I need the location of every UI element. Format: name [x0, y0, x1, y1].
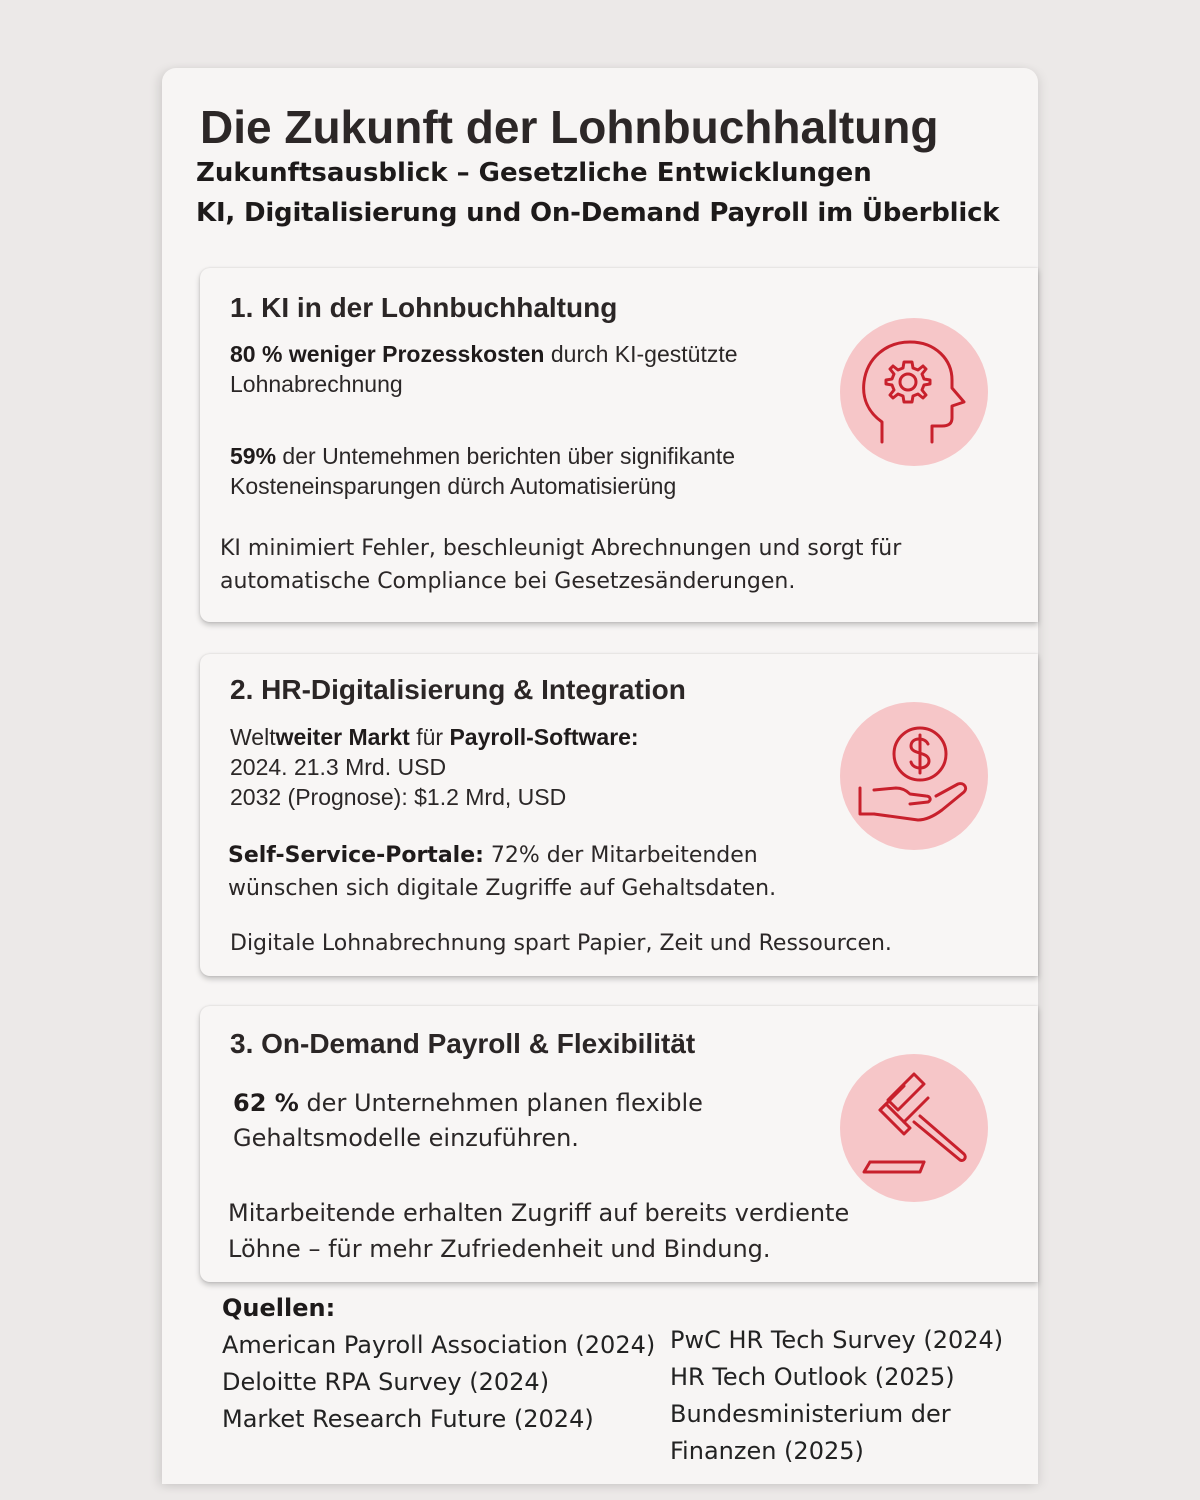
- subtitle-overview: KI, Digitalisierung und On-Demand Payroll im Überblick: [196, 198, 1000, 228]
- section-title-on-demand: 3. On-Demand Payroll & Flexibilität: [230, 1028, 696, 1059]
- flex-salary-stat-bold: 62 %: [233, 1089, 299, 1117]
- market-heading-mid: für: [409, 724, 450, 750]
- ai-note-line2: automatische Compliance bei Gesetzesänderungen.: [220, 569, 796, 594]
- source-item: Market Research Future (2024): [222, 1405, 594, 1433]
- source-item: American Payroll Association (2024): [222, 1331, 656, 1359]
- market-heading-bold2: Payroll-Software:: [449, 724, 639, 750]
- stat-process-costs-line2: Lohnabrechnung: [230, 371, 403, 397]
- section-card-digitalization: [200, 654, 1038, 976]
- section-card-ai: [200, 268, 1038, 622]
- hand-dollar-icon: [840, 702, 988, 850]
- market-heading: [230, 722, 639, 752]
- market-heading-pre: Welt: [230, 724, 276, 750]
- icon-badge-on-demand: [840, 1054, 988, 1202]
- stat-process-costs-bold: 80 % weniger Prozesskosten: [230, 341, 545, 367]
- stat-process-costs: [230, 339, 738, 369]
- market-value-2032: 2032 (Prognose): $1.2 Mrd, USD: [230, 784, 567, 810]
- on-demand-note-line1: Mitarbeitende erhalten Zugriff auf bereits verdiente: [228, 1199, 850, 1227]
- market-heading-bold1: weiter Markt: [275, 724, 410, 750]
- source-item: PwC HR Tech Survey (2024): [670, 1326, 1004, 1354]
- stat-savings-bold: 59%: [230, 443, 277, 469]
- stat-process-costs-text: durch KI-gestützte: [544, 341, 738, 367]
- portal-stat-line2: wünschen sich digitale Zugriffe auf Gehaltsdaten.: [228, 876, 777, 901]
- stat-savings: [230, 441, 735, 471]
- stat-savings-text: der Untemehmen berichten über signifikante: [276, 443, 736, 469]
- icon-badge-digitalization: [840, 702, 988, 850]
- sources-heading: Quellen:: [222, 1294, 336, 1322]
- flex-salary-stat-text: der Unternehmen planen flexible: [298, 1089, 703, 1117]
- flex-salary-stat: [233, 1086, 703, 1120]
- section-title-ai: 1. KI in der Lohnbuchhaltung: [230, 292, 618, 323]
- stat-savings-line2: Kosteneinsparungen dürch Automatisierüng: [230, 473, 677, 499]
- ai-note-line1: KI minimiert Fehler, beschleunigt Abrechnungen und sorgt für: [220, 536, 902, 561]
- gavel-icon: [840, 1054, 988, 1202]
- source-item: Finanzen (2025): [670, 1437, 864, 1465]
- source-item: Deloitte RPA Survey (2024): [222, 1368, 550, 1396]
- section-title-digitalization: 2. HR-Digitalisierung & Integration: [230, 674, 686, 705]
- page-title: Die Zukunft der Lohnbuchhaltung: [200, 101, 939, 153]
- brain-gear-icon: [840, 318, 988, 466]
- market-value-2024: 2024. 21.3 Mrd. USD: [230, 754, 447, 780]
- on-demand-note-line2: Löhne – für mehr Zufriedenheit und Bindung.: [228, 1235, 771, 1263]
- icon-badge-ai: [840, 318, 988, 466]
- portal-stat-bold: Self-Service-Portale:: [228, 843, 484, 868]
- section-card-on-demand: [200, 1006, 1038, 1282]
- flex-salary-stat-line2: Gehaltsmodelle einzuführen.: [233, 1124, 579, 1152]
- portal-stat-text: 72% der Mitarbeitenden: [483, 843, 758, 868]
- portal-stat: [228, 840, 758, 871]
- digital-note: Digitale Lohnabrechnung spart Papier, Zeit und Ressourcen.: [230, 931, 892, 956]
- source-item: Bundesministerium der: [670, 1400, 951, 1428]
- subtitle-outlook: Zukunftsausblick – Gesetzliche Entwicklungen: [196, 158, 872, 188]
- source-item: HR Tech Outlook (2025): [670, 1363, 955, 1391]
